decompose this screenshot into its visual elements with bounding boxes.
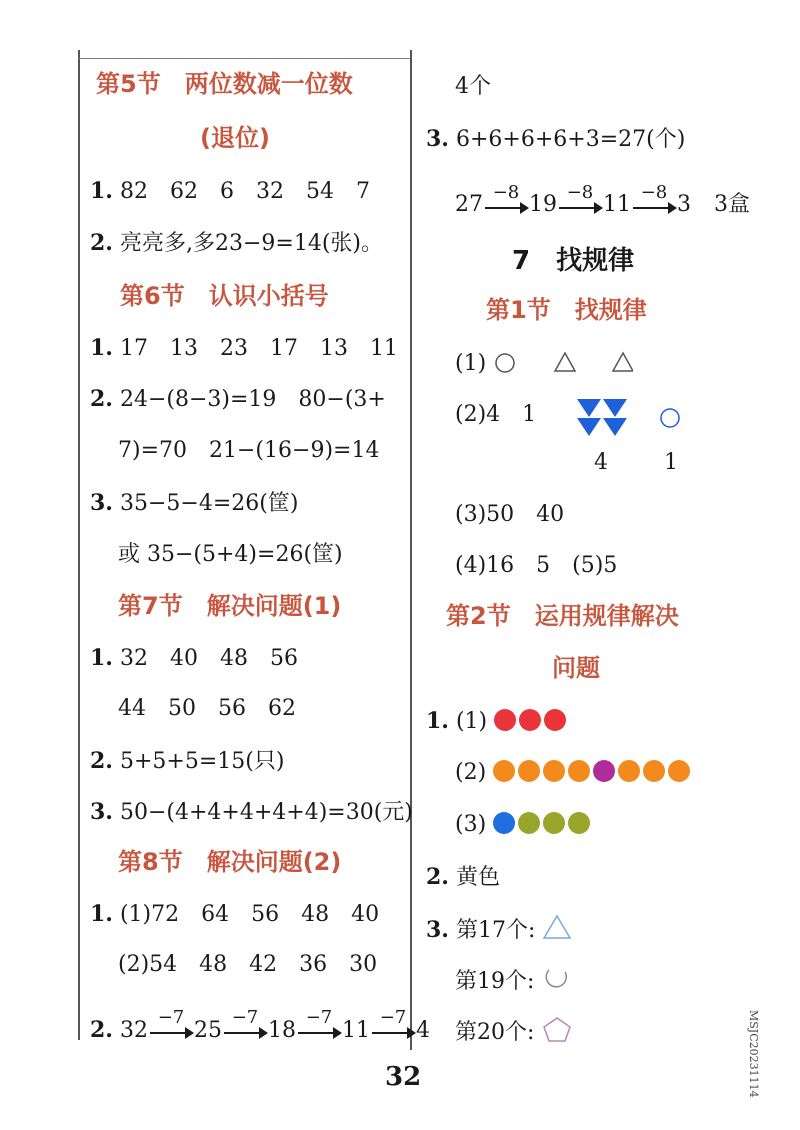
answer-line <box>426 862 500 893</box>
triangle-outline-icon <box>613 353 633 371</box>
answer-text: (1) <box>455 351 487 376</box>
arrow-step <box>222 1007 268 1045</box>
item-number: 2. <box>90 748 113 774</box>
answer-text: (3) <box>455 812 487 837</box>
circle-outline-icon <box>496 354 514 372</box>
arrow-head <box>259 1027 268 1039</box>
olive-circle-icon <box>568 812 590 834</box>
item-number: 3. <box>90 490 113 516</box>
triangle-outline-icon <box>542 913 572 941</box>
answer-line <box>90 643 298 674</box>
section-5-title: 第5节 两位数减一位数 <box>96 70 353 98</box>
item-number: 1. <box>90 335 113 361</box>
answer-line <box>90 228 383 259</box>
answer-line <box>455 500 564 530</box>
answer-line <box>118 540 343 570</box>
chain-tail: 3盒 <box>714 192 750 217</box>
item-number: 1. <box>90 178 113 204</box>
side-code: MSJC20231114 <box>747 1010 760 1098</box>
answer-line <box>90 797 413 828</box>
answer-text: (2)54 48 42 36 30 <box>118 952 378 977</box>
answer-line <box>90 488 298 519</box>
answer-text: 50−(4+4+4+4+4)=30(元) <box>119 800 413 825</box>
answer-text: 44 50 56 62 <box>118 696 296 721</box>
item-number: 3. <box>90 799 113 825</box>
orange-circle-icon <box>568 760 590 782</box>
blue-triangle-group-icon <box>575 397 631 439</box>
answer-text: 第17个: <box>455 918 536 943</box>
orange-circle-icon <box>643 760 665 782</box>
chain-value: 3 <box>677 192 691 217</box>
arrow-step <box>296 1007 342 1045</box>
answer-text: 7)=70 21−(16−9)=14 <box>118 438 380 463</box>
triangle-filled-icon <box>603 399 627 417</box>
arrow-step <box>557 182 603 220</box>
color-pattern-3 <box>455 810 593 840</box>
orange-circle-icon <box>618 760 640 782</box>
arrow-shaft <box>633 207 671 209</box>
arrow-shaft <box>150 1032 188 1034</box>
answer-text: 4个 <box>455 74 491 99</box>
section-6-title: 第6节 认识小括号 <box>120 282 329 310</box>
answer-text: 亮亮多,多23−9=14(张)。 <box>119 231 383 256</box>
answer-text: 35−5−4=26(筐) <box>119 491 299 516</box>
answer-line <box>455 551 617 581</box>
olive-circle-icon <box>518 812 540 834</box>
answer-line <box>455 964 571 997</box>
answer-line <box>118 436 379 466</box>
section-5-title-cont: (退位) <box>200 124 270 152</box>
answer-line <box>426 913 572 946</box>
step-label: −8 <box>566 182 594 203</box>
red-circle-icon <box>519 709 541 731</box>
chain-value: 11 <box>603 192 631 217</box>
section-1-title: 第1节 找规律 <box>486 296 647 324</box>
answer-text: 黄色 <box>455 865 500 890</box>
answer-text: 32 40 48 56 <box>119 646 298 671</box>
page-number: 32 <box>385 1062 422 1092</box>
answer-line <box>90 746 284 777</box>
item-number: 1. <box>90 645 113 671</box>
answer-text: 第20个: <box>455 1020 535 1045</box>
arrow-shaft <box>224 1032 262 1034</box>
arrow-shaft <box>559 207 597 209</box>
triangle-outline-icon <box>555 353 575 371</box>
red-circle-icon <box>494 709 516 731</box>
step-label: −7 <box>157 1007 185 1028</box>
item-number: 1. <box>90 901 113 927</box>
arrow-shaft <box>485 207 523 209</box>
step-label: −7 <box>305 1007 333 1028</box>
answer-text: 17 13 23 17 13 11 <box>119 336 398 361</box>
item-number: 1. <box>426 708 449 734</box>
answer-text: (2)4 1 <box>455 402 537 427</box>
color-pattern-1 <box>426 706 569 737</box>
color-pattern-2 <box>455 758 693 788</box>
arrow-head <box>333 1027 342 1039</box>
arrow-head <box>520 202 529 214</box>
shape-answers <box>493 348 633 376</box>
chain-value: 11 <box>341 1018 370 1043</box>
answer-text: 5+5+5=15(只) <box>119 749 285 774</box>
chain-value: 19 <box>529 192 557 217</box>
answer-text: 82 62 6 32 54 7 <box>119 179 370 204</box>
column-divider <box>410 50 412 1050</box>
answer-text: 或 35−(5+4)=26(筐) <box>118 542 343 567</box>
answer-line <box>426 124 685 155</box>
orange-circle-icon <box>493 760 515 782</box>
chain-value: 27 <box>455 192 483 217</box>
step-label: −7 <box>379 1007 407 1028</box>
circle-outline-icon <box>658 406 682 430</box>
item-number: 2. <box>90 386 113 412</box>
arrow-step <box>370 1007 416 1045</box>
answer-text: (1)72 64 56 48 40 <box>119 902 380 927</box>
section-2-title-cont: 问题 <box>552 654 600 682</box>
chain-value: 18 <box>267 1018 296 1043</box>
section-7-title: 第7节 解决问题(1) <box>118 592 342 620</box>
answer-line <box>90 333 398 364</box>
item-number: 2. <box>90 1017 113 1043</box>
arrow-head <box>185 1027 194 1039</box>
orange-circle-icon <box>668 760 690 782</box>
step-label: −7 <box>231 1007 259 1028</box>
left-rule <box>78 50 80 1040</box>
arrow-shaft <box>298 1032 336 1034</box>
answer-line <box>90 899 379 930</box>
answer-text: 24−(8−3)=19 80−(3+ <box>119 387 386 412</box>
triangle-filled-icon <box>577 418 601 436</box>
answer-text: 第19个: <box>455 969 535 994</box>
item-number: 2. <box>426 864 449 890</box>
answer-line <box>118 694 296 724</box>
purple-circle-icon <box>593 760 615 782</box>
red-circle-icon <box>544 709 566 731</box>
pattern-count: 4 <box>594 450 608 475</box>
arrow-step <box>631 182 677 220</box>
answer-text: (4)16 5 (5)5 <box>455 553 618 578</box>
arrow-step <box>483 182 529 220</box>
section-8-title: 第8节 解决问题(2) <box>118 848 342 876</box>
top-rule <box>78 58 410 59</box>
section-2-title: 第2节 运用规律解决 <box>446 602 679 630</box>
subtraction-chain <box>90 1007 430 1046</box>
pattern-line-1 <box>455 348 633 379</box>
item-number: 2. <box>90 230 113 256</box>
pattern-line-2 <box>455 400 536 430</box>
answer-text: (2) <box>455 760 487 785</box>
answer-line <box>455 72 491 102</box>
answer-line <box>118 950 377 980</box>
answer-line <box>90 384 386 415</box>
triangle-filled-icon <box>577 399 601 417</box>
arc-outline-icon <box>541 964 571 992</box>
pattern-count: 1 <box>664 450 678 475</box>
chain-value: 4 <box>415 1018 430 1043</box>
arrow-head <box>668 202 677 214</box>
arrow-head <box>594 202 603 214</box>
step-label: −8 <box>492 182 520 203</box>
answer-line <box>90 176 370 207</box>
arrow-head <box>407 1027 416 1039</box>
triangle-filled-icon <box>603 418 627 436</box>
arrow-shaft <box>372 1032 410 1034</box>
answer-text: (1) <box>455 709 488 734</box>
olive-circle-icon <box>543 812 565 834</box>
orange-circle-icon <box>543 760 565 782</box>
item-number: 3. <box>426 917 449 943</box>
chain-value: 32 <box>119 1018 148 1043</box>
chain-value: 25 <box>193 1018 222 1043</box>
subtraction-chain <box>455 182 750 220</box>
item-number: 3. <box>426 126 449 152</box>
blue-circle-icon <box>493 812 515 834</box>
arrow-step <box>148 1007 194 1045</box>
pentagon-outline-icon <box>541 1015 573 1043</box>
chapter-title: 7 找规律 <box>512 246 635 276</box>
answer-text: 6+6+6+6+3=27(个) <box>455 127 686 152</box>
answer-text: (3)50 40 <box>455 502 565 527</box>
step-label: −8 <box>640 182 668 203</box>
answer-line <box>455 1015 573 1048</box>
orange-circle-icon <box>518 760 540 782</box>
